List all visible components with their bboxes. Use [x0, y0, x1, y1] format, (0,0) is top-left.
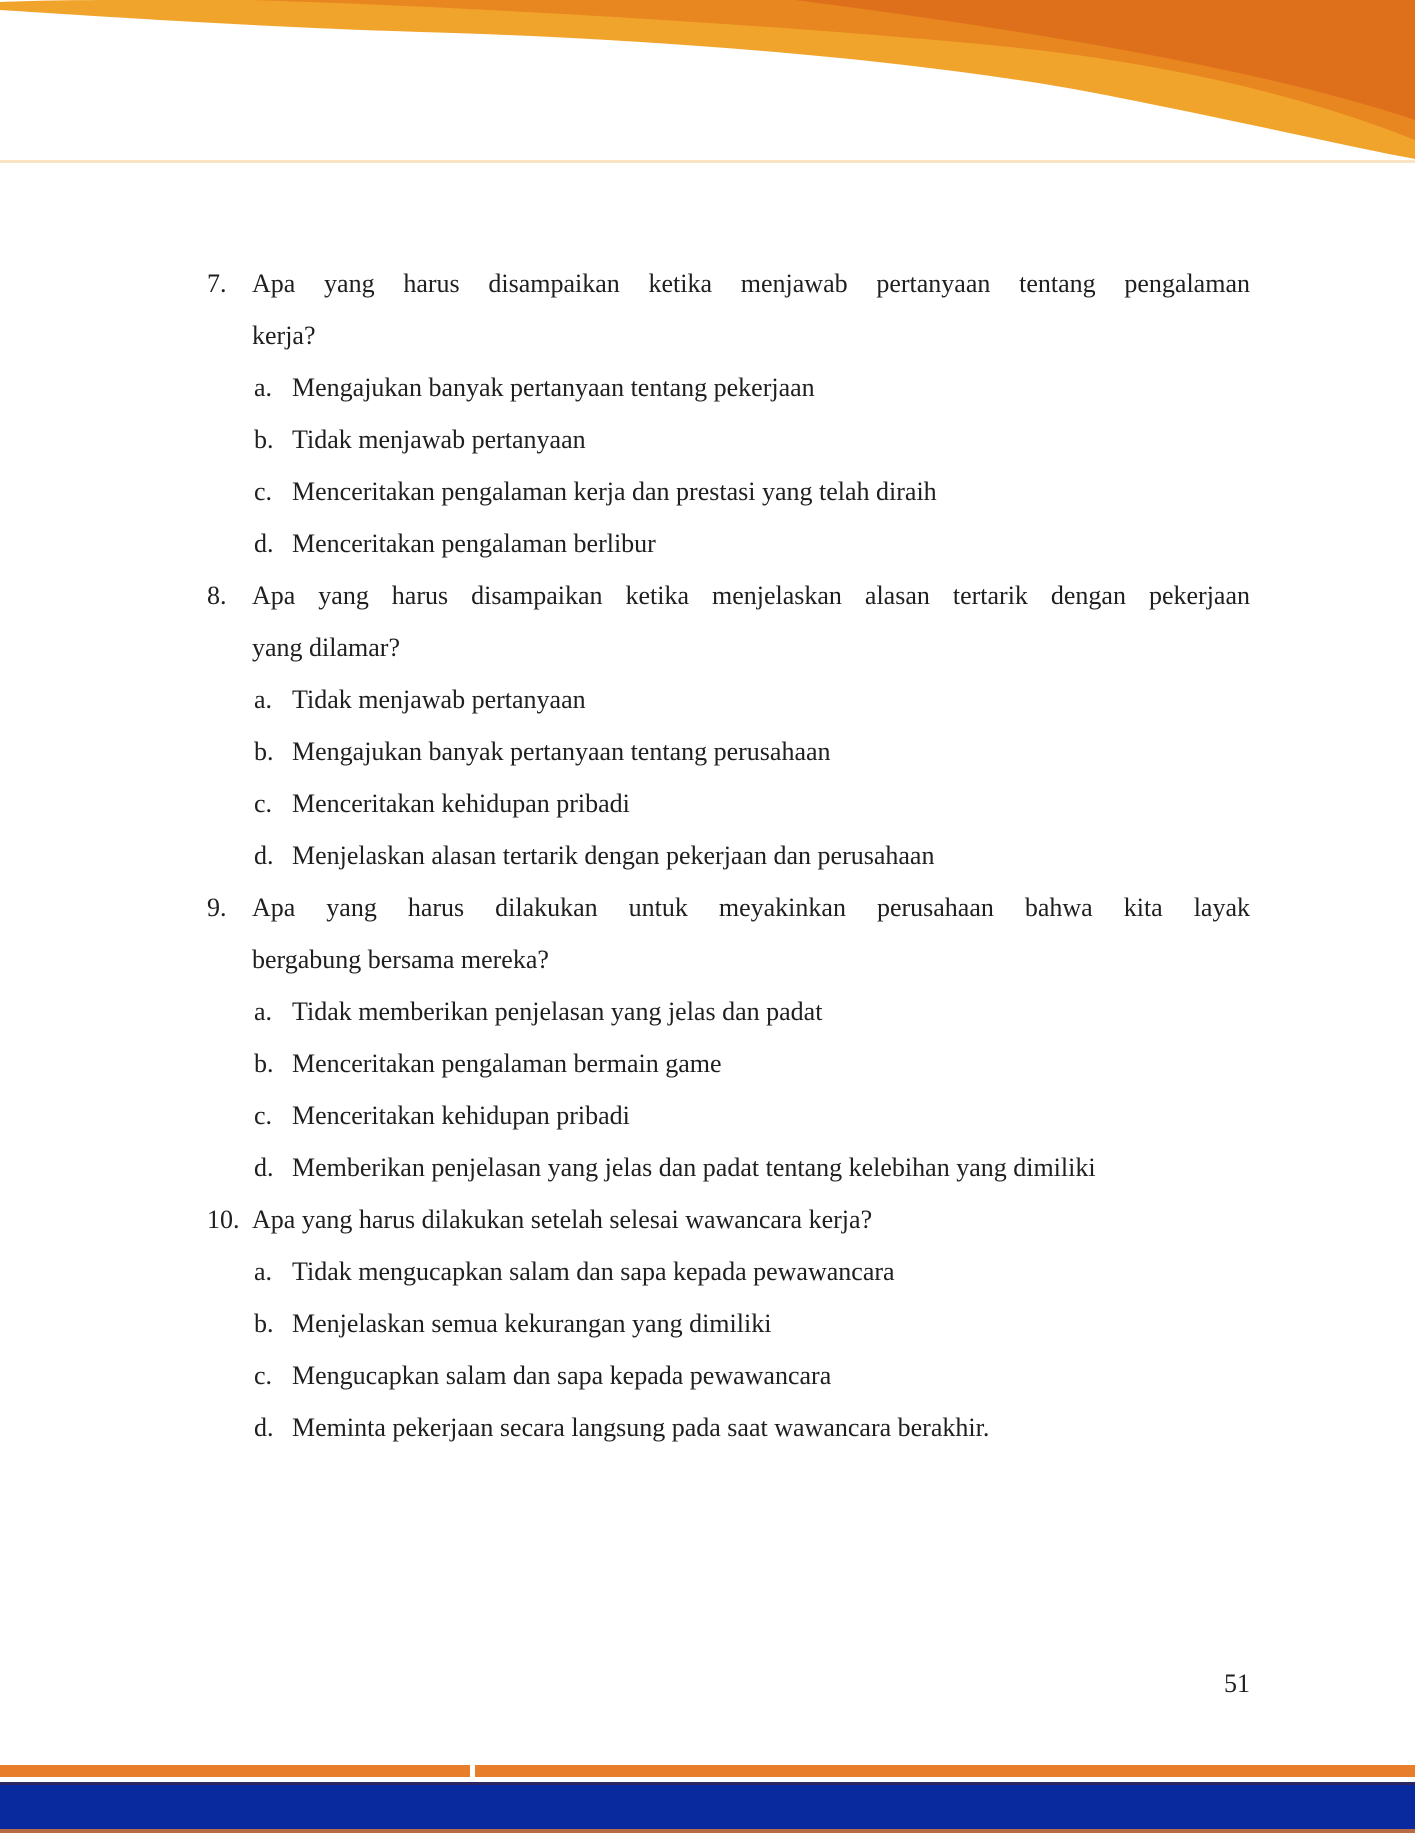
- option-letter: a.: [254, 997, 273, 1026]
- option-letter: d.: [254, 1153, 274, 1182]
- answer-option: [207, 518, 1250, 570]
- option-text: Menjelaskan semua kekurangan yang dimiliki: [292, 1309, 772, 1338]
- option-text: Mengajukan banyak pertanyaan tentang perusahaan: [292, 737, 831, 766]
- option-text: Menceritakan pengalaman kerja dan prestasi yang telah diraih: [292, 477, 937, 506]
- option-text: Menceritakan pengalaman berlibur: [292, 529, 656, 558]
- question-number: 7.: [207, 269, 227, 298]
- question-lines: [252, 570, 1250, 674]
- footer-blue-bar: [0, 1785, 1415, 1829]
- option-letter: b.: [254, 737, 274, 766]
- option-text: Mengajukan banyak pertanyaan tentang pekerjaan: [292, 373, 815, 402]
- question-lines: [252, 1194, 1250, 1246]
- question-block: [207, 882, 1250, 1194]
- question-number: 10.: [207, 1205, 240, 1234]
- option-letter: d.: [254, 1413, 274, 1442]
- answer-option: [207, 830, 1250, 882]
- footer-bottom-strip: [0, 1829, 1415, 1833]
- option-text: Tidak mengucapkan salam dan sapa kepada pewawancara: [292, 1257, 895, 1286]
- option-letter: b.: [254, 1309, 274, 1338]
- answer-option: [207, 674, 1250, 726]
- question-block: [207, 1194, 1250, 1454]
- question-line: bergabung bersama mereka?: [252, 945, 549, 974]
- footer-orange-bar-divider: [470, 1765, 475, 1777]
- option-letter: c.: [254, 477, 273, 506]
- answer-option: [207, 1350, 1250, 1402]
- answer-option: [207, 778, 1250, 830]
- answer-option: [207, 466, 1250, 518]
- answer-option: [207, 986, 1250, 1038]
- option-text: Menceritakan pengalaman bermain game: [292, 1049, 722, 1078]
- question-line: kerja?: [252, 321, 316, 350]
- option-text: Meminta pekerjaan secara langsung pada saat wawancara berakhir.: [292, 1413, 990, 1442]
- answer-option: [207, 1142, 1250, 1194]
- question-line: yang dilamar?: [252, 633, 400, 662]
- question-block: [207, 570, 1250, 882]
- answer-option: [207, 1090, 1250, 1142]
- option-text: Tidak menjawab pertanyaan: [292, 425, 586, 454]
- footer-orange-bar: [0, 1765, 1415, 1777]
- option-text: Tidak memberikan penjelasan yang jelas dan padat: [292, 997, 823, 1026]
- question-line: Apa yang harus disampaikan ketika menjelaskan alasan tertarik dengan pekerjaan: [252, 581, 1250, 610]
- question-row: [207, 258, 1250, 362]
- answer-option: [207, 1246, 1250, 1298]
- option-letter: d.: [254, 529, 274, 558]
- option-letter: d.: [254, 841, 274, 870]
- option-letter: b.: [254, 1049, 274, 1078]
- answer-option: [207, 414, 1250, 466]
- question-block: [207, 258, 1250, 570]
- question-row: [207, 570, 1250, 674]
- question-number: 8.: [207, 581, 227, 610]
- question-line: Apa yang harus disampaikan ketika menjawab pertanyaan tentang pengalaman: [252, 269, 1250, 298]
- option-letter: b.: [254, 425, 274, 454]
- answer-option: [207, 1038, 1250, 1090]
- question-row: [207, 1194, 1250, 1246]
- question-row: [207, 882, 1250, 986]
- question-line: Apa yang harus dilakukan untuk meyakinkan perusahaan bahwa kita layak: [252, 893, 1250, 922]
- option-text: Menjelaskan alasan tertarik dengan pekerjaan dan perusahaan: [292, 841, 935, 870]
- answer-option: [207, 362, 1250, 414]
- option-text: Tidak menjawab pertanyaan: [292, 685, 586, 714]
- question-line: Apa yang harus dilakukan setelah selesai wawancara kerja?: [252, 1205, 873, 1234]
- page-number: 51: [1224, 1669, 1250, 1698]
- option-letter: a.: [254, 1257, 273, 1286]
- answer-option: [207, 726, 1250, 778]
- option-text: Menceritakan kehidupan pribadi: [292, 789, 630, 818]
- header-wave-graphic: [0, 0, 1415, 163]
- quiz-body: [207, 258, 1250, 1454]
- option-text: Memberikan penjelasan yang jelas dan padat tentang kelebihan yang dimiliki: [292, 1153, 1096, 1182]
- option-letter: a.: [254, 373, 273, 402]
- question-number: 9.: [207, 893, 227, 922]
- answer-option: [207, 1298, 1250, 1350]
- option-letter: a.: [254, 685, 273, 714]
- option-letter: c.: [254, 1101, 273, 1130]
- header-rule-line: [0, 160, 1415, 163]
- option-text: Menceritakan kehidupan pribadi: [292, 1101, 630, 1130]
- answer-option: [207, 1402, 1250, 1454]
- option-letter: c.: [254, 1361, 273, 1390]
- option-text: Mengucapkan salam dan sapa kepada pewawancara: [292, 1361, 832, 1390]
- option-letter: c.: [254, 789, 273, 818]
- question-lines: [252, 882, 1250, 986]
- question-lines: [252, 258, 1250, 362]
